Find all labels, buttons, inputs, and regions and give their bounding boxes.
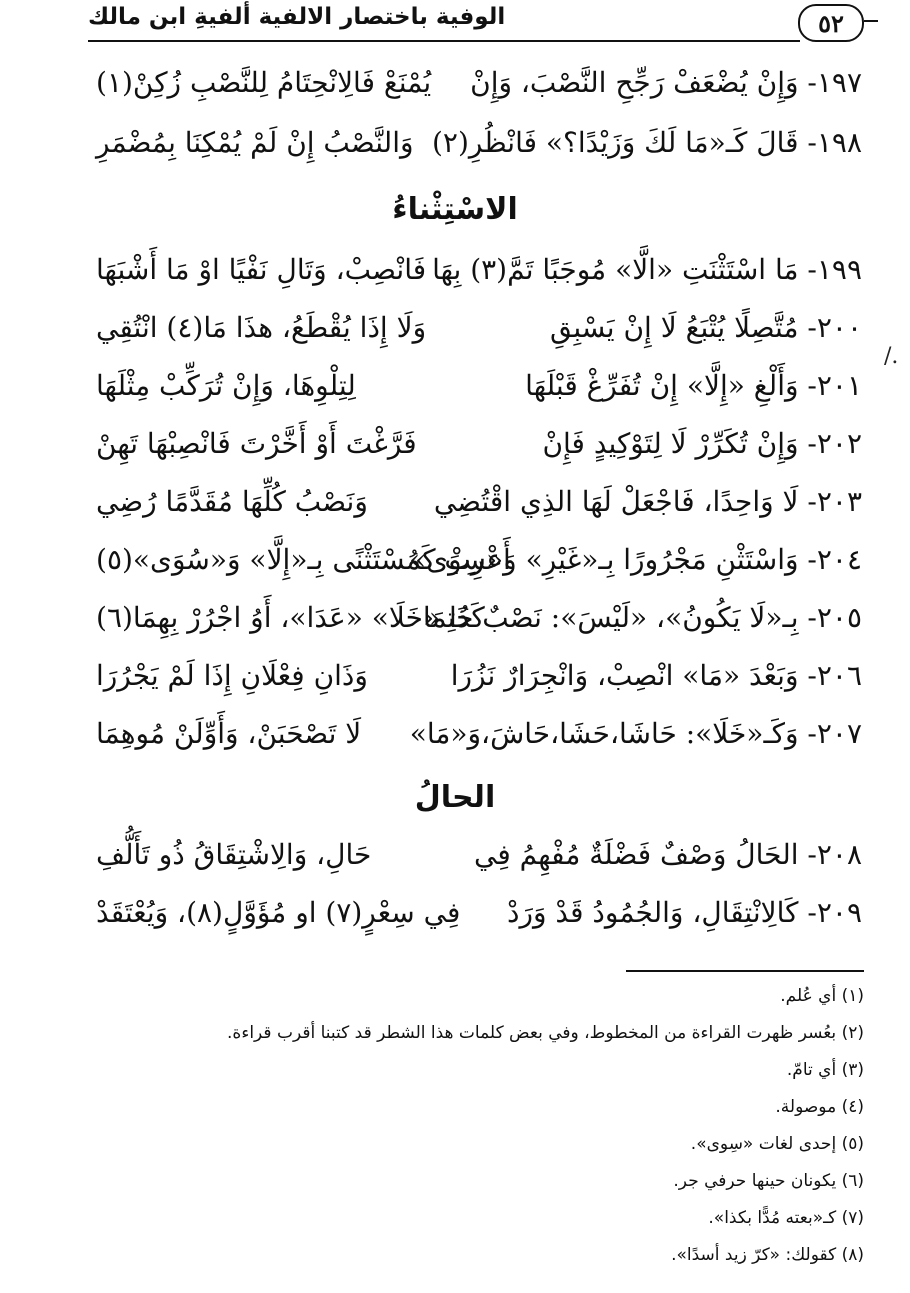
verse-first-hemistich: ٢٠٤- وَاسْتَثْنِ مَجْرُورًا بِـ«غَيْرِ» وَ«سِوَى» (409, 535, 862, 585)
section-title-istithna: الاسْتِثْناءُ (392, 192, 518, 227)
verse-second-hemistich: وَالنَّصْبُ إِنْ لَمْ يُمْكِنَا بِمُضْمَرِ (96, 126, 414, 159)
footnote-8: (٨) كقولك: «كرّ زيد أسدًا». (671, 1245, 864, 1265)
verse-first-hemistich: ٢٠٣- لَا وَاحِدًا، فَاجْعَلْ لَهَا الذِي اقْتُضِي (434, 477, 862, 527)
verse-first-hemistich: ٢٠٠- مُتَّصِلًا يُتْبَعُ لَا إِنْ يَسْبِقِ (550, 303, 862, 353)
verse-first-hemistich: ٢٠٨- الحَالُ وَصْفٌ فَضْلَةٌ مُفْهِمُ فِي (474, 830, 862, 880)
book-title: الوفية باختصار الالفية ألفيةِ ابن مالك (88, 4, 506, 30)
verse-text: مُتَّصِلًا يُتْبَعُ لَا إِنْ يَسْبِقِ (549, 311, 799, 344)
verse-text: وَإِنْ تُكَرِّرْ لَا لِتَوْكِيدٍ فَإِنْ (542, 427, 799, 460)
page-number: ٥٢ (798, 4, 864, 42)
verse-208 (96, 830, 862, 880)
verse-207 (96, 709, 862, 759)
verse-second-hemistich: كَذَا «خَلَا» «عَدَا»، أَوُ اجْرُرْ بِهِمَا(٦) (96, 601, 485, 634)
verse-number: ٢٠٠ (816, 311, 862, 344)
verse-text: قَالَ كَـ«مَا لَكَ وَزَيْدًا؟» فَانْظُرِ(٢) (431, 126, 799, 159)
verse-text: لَا وَاحِدًا، فَاجْعَلْ لَهَا الذِي اقْتُضِي (433, 485, 799, 518)
verse-number: ٢٠٧ (816, 717, 862, 750)
verse-number: ١٩٨ (816, 126, 862, 159)
verse-text: وَاسْتَثْنِ مَجْرُورًا بِـ«غَيْرِ» وَ«سِوَى» (409, 543, 799, 576)
verse-203 (96, 477, 862, 527)
footnotes (60, 978, 864, 1274)
verse-197 (96, 58, 862, 108)
footnote-1: (١) أي عُلم. (780, 986, 864, 1006)
footnote-separator (626, 970, 864, 972)
verse-text: وَبَعْدَ «مَا» انْصِبْ، وَانْجِرَارٌ نَزُرَا (450, 659, 799, 692)
verse-206 (96, 651, 862, 701)
verse-text: الحَالُ وَصْفٌ فَضْلَةٌ مُفْهِمُ فِي (473, 838, 799, 871)
verse-first-hemistich: ٢٠٧- وَكَـ«خَلَا»: حَاشَا،حَشَا،حَاشَ،وَ«مَا» (410, 709, 862, 759)
verse-first-hemistich: ٢٠٥- بِـ«لَا يَكُونُ»، «لَيْسَ»: نَصْبٌ حُتِمَا (423, 593, 862, 643)
footnote-4: (٤) موصولة. (775, 1097, 864, 1117)
verse-text: مَا اسْتَثْنَتِ «الَّا» مُوجَبًا تَمَّ(٣) بِهَا (432, 253, 799, 286)
verse-text: بِـ«لَا يَكُونُ»، «لَيْسَ»: نَصْبٌ حُتِمَا (422, 601, 799, 634)
header-rule (88, 40, 800, 42)
verse-198 (96, 118, 862, 168)
footnote-3: (٣) أي تامّ. (786, 1060, 864, 1080)
verse-first-hemistich: ٢٠٢- وَإِنْ تُكَرِّرْ لَا لِتَوْكِيدٍ فَإِنْ (542, 419, 862, 469)
footnote-2: (٢) بعُسر ظهرت القراءة من المخطوط، وفي بعض كلمات هذا الشطر قد كتبنا أقرب قراءة. (227, 1023, 864, 1043)
verse-number: ٢٠٨ (816, 838, 862, 871)
verse-number: ٢٠٦ (816, 659, 862, 692)
verse-second-hemistich: أَعْرِبْ كَمُسْتَثْنًى بِـ«إِلَّا» وَ«سُوَى»(٥) (96, 543, 511, 576)
verse-number: ٢٠٣ (816, 485, 862, 518)
verse-number: ٢٠١ (816, 369, 862, 402)
verse-second-hemistich: فِي سِعْرٍ(٧) او مُؤَوَّلٍ(٨)، وَيُعْتَقَدْ (96, 896, 461, 929)
verse-first-hemistich: ١٩٨- قَالَ كَـ«مَا لَكَ وَزَيْدًا؟» فَانْظُرِ(٢) (432, 118, 862, 168)
verse-text: وَإِنْ يُضْعَفْ رَجِّحِ النَّصْبَ، وَإِنْ (470, 66, 799, 99)
page-header (88, 4, 864, 44)
margin-mark: /. (884, 344, 899, 369)
verse-first-hemistich: ٢٠١- وَأَلْغِ «إِلَّا» إِنْ تُفَرِّغْ قَبْلَهَا (525, 361, 862, 411)
footnote-6: (٦) يكونان حينها حرفي جر. (673, 1171, 864, 1191)
verse-number: ٢٠٤ (816, 543, 862, 576)
verse-first-hemistich: ٢٠٦- وَبَعْدَ «مَا» انْصِبْ، وَانْجِرَارٌ نَزُرَا (451, 651, 862, 701)
verse-second-hemistich: فَرَّغْتَ أَوْ أَخَّرْتَ فَانْصِبْهَا تَهِنْ (96, 427, 417, 460)
verse-first-hemistich: ١٩٩- مَا اسْتَثْنَتِ «الَّا» مُوجَبًا تَمَّ(٣) بِهَا (432, 245, 862, 295)
footnote-7: (٧) كـ«بعته مُدًّا بكذا». (708, 1208, 864, 1228)
verse-text: وَأَلْغِ «إِلَّا» إِنْ تُفَرِّغْ قَبْلَهَا (525, 369, 799, 402)
verse-202 (96, 419, 862, 469)
verse-second-hemistich: وَلَا إِذَا يُقْطَعُ، هذَا مَا(٤) انْتُقِي (96, 311, 427, 344)
verse-second-hemistich: يُمْنَعْ فَالِانْحِتَامُ لِلنَّصْبِ زُكِنْ(١) (96, 66, 432, 99)
section-title-hal: الحالُ (414, 780, 496, 815)
verse-200 (96, 303, 862, 353)
verse-second-hemistich: وَذَانِ فِعْلَانِ إِذَا لَمْ يَجْرُرَا (96, 659, 368, 692)
verse-text: وَكَـ«خَلَا»: حَاشَا،حَشَا،حَاشَ،وَ«مَا» (409, 717, 799, 750)
verse-number: ٢٠٢ (816, 427, 862, 460)
verse-second-hemistich: لِتِلْوِهَا، وَإِنْ تُرَكِّبْ مِثْلَهَا (96, 369, 356, 402)
verse-number: ٢٠٥ (816, 601, 862, 634)
verse-second-hemistich: حَالِ، وَالِاشْتِقَاقُ ذُو تَأَلُّفِ (96, 838, 372, 871)
footnote-5: (٥) إحدى لغات «سِوى». (690, 1134, 864, 1154)
verse-number: ١٩٩ (816, 253, 862, 286)
verse-first-hemistich: ١٩٧- وَإِنْ يُضْعَفْ رَجِّحِ النَّصْبَ، وَإِنْ (470, 58, 862, 108)
verse-first-hemistich: ٢٠٩- كَالِانْتِقَالِ، وَالجُمُودُ قَدْ وَرَدْ (507, 888, 862, 938)
verse-text: كَالِانْتِقَالِ، وَالجُمُودُ قَدْ وَرَدْ (507, 896, 799, 929)
verse-second-hemistich: وَنَصْبُ كُلِّهَا مُقَدَّمًا رُضِي (96, 485, 368, 518)
verse-199 (96, 245, 862, 295)
verse-second-hemistich: فَانْصِبْ، وَتَالِ نَفْيًا اوْ مَا أَشْبَهَا (96, 253, 427, 286)
verse-201 (96, 361, 862, 411)
verse-number: ١٩٧ (816, 66, 862, 99)
verse-209 (96, 888, 862, 938)
page-number-ornament (864, 20, 878, 22)
verse-second-hemistich: لَا تَصْحَبَنْ، وَأَوِّلَنْ مُوهِمَا (96, 717, 362, 750)
verse-204 (96, 535, 862, 585)
verse-number: ٢٠٩ (816, 896, 862, 929)
verse-205 (96, 593, 862, 643)
